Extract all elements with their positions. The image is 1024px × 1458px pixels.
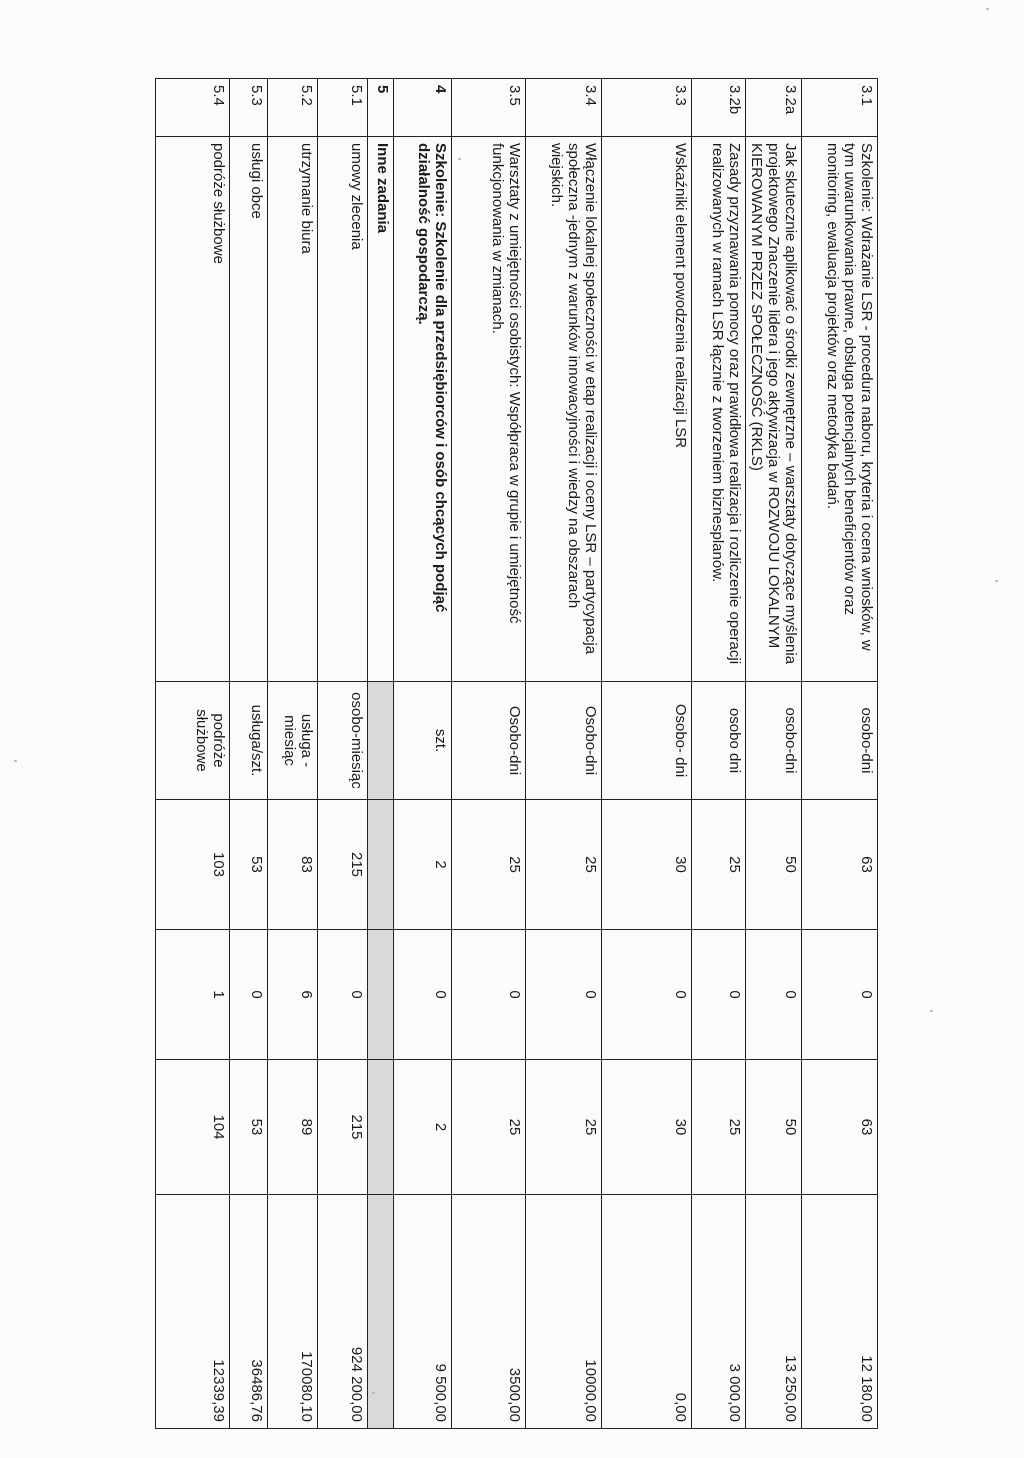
scan-speck: [930, 1010, 933, 1012]
row-planned: 63: [802, 800, 878, 930]
row-unit: podróże służbowe: [156, 682, 230, 800]
row-description: Włączenie lokalnej społeczności w etap realizacji i oceny LSR – partycypacja społeczna -jednym z warunków innowacyjności i wiedzy na obszarach wiejskich.: [526, 137, 602, 682]
row-total: 89: [268, 1060, 318, 1195]
row-planned: 30: [602, 800, 692, 930]
row-description: usługi obce: [230, 137, 268, 682]
table-row: [452, 79, 526, 1429]
row-description: Wskaźniki element powodzenia realizacji LSR: [602, 137, 692, 682]
scan-speck: [14, 760, 17, 762]
row-number: 3.4: [526, 79, 602, 137]
table-row: [318, 79, 368, 1429]
row-total: 215: [318, 1060, 368, 1195]
row-description: Szkolenie: Szkolenie dla przedsiębiorców i osób chcących podjąć działalność gospodarczą.: [394, 137, 452, 682]
row-description: Inne zadania: [368, 137, 394, 682]
row-description: Warsztaty z umiejętności osobistych: Współpraca w grupie i umiejętność funkcjonowania w zmianach.: [452, 137, 526, 682]
row-number: 3.2a: [746, 79, 802, 137]
row-total: 63: [802, 1060, 878, 1195]
row-cost: 0,00: [602, 1195, 692, 1429]
row-planned: [368, 800, 394, 930]
table-row: [156, 79, 230, 1429]
row-number: 3.3: [602, 79, 692, 137]
row-cost: 9 500,00: [394, 1195, 452, 1429]
row-cost: 12339,39: [156, 1195, 230, 1429]
row-cost: 12 180,00: [802, 1195, 878, 1429]
row-cost: 170080,10: [268, 1195, 318, 1429]
row-description: umowy zlecenia: [318, 137, 368, 682]
row-total: 50: [746, 1060, 802, 1195]
row-unit: usługa/szt.: [230, 682, 268, 800]
row-planned: 25: [526, 800, 602, 930]
row-number: 3.5: [452, 79, 526, 137]
row-planned: 103: [156, 800, 230, 930]
row-change: 1: [156, 930, 230, 1060]
row-planned: 2: [394, 800, 452, 930]
row-planned: 53: [230, 800, 268, 930]
scan-speck: [995, 580, 998, 582]
table-row: [230, 79, 268, 1429]
scan-speck: [986, 8, 989, 10]
row-cost: 3 000,00: [692, 1195, 746, 1429]
row-unit: usługa - miesiąc: [268, 682, 318, 800]
row-total: 2: [394, 1060, 452, 1195]
row-number: 3.2b: [692, 79, 746, 137]
row-unit: [368, 682, 394, 800]
table-row: [268, 79, 318, 1429]
row-change: 0: [802, 930, 878, 1060]
row-change: 0: [746, 930, 802, 1060]
row-description: Szkolenie: Wdrażanie LSR - procedura naboru, kryteria i ocena wniosków, w tym uwarunkowania prawne, obsługa potencjalnych beneficjentów oraz monitoring, ewaluacja projektów oraz metodyka badań.: [802, 137, 878, 682]
row-change: 0: [452, 930, 526, 1060]
row-planned: 50: [746, 800, 802, 930]
row-unit: osobo-dni: [746, 682, 802, 800]
row-change: 0: [230, 930, 268, 1060]
row-unit: Osobo- dni: [602, 682, 692, 800]
row-change: 6: [268, 930, 318, 1060]
table-row: [602, 79, 692, 1429]
row-cost: 13 250,00: [746, 1195, 802, 1429]
row-description: Zasady przyznawania pomocy oraz prawidłowa realizacja i rozliczenie operacji realizowanych w ramach LSR łącznie z tworzeniem biznesplanów.: [692, 137, 746, 682]
rotated-scan: [118, 78, 878, 1428]
row-planned: 25: [452, 800, 526, 930]
row-change: 0: [602, 930, 692, 1060]
row-total: 25: [692, 1060, 746, 1195]
table-row: [394, 79, 452, 1429]
row-number: 5.2: [268, 79, 318, 137]
row-unit: osobo-miesiąc: [318, 682, 368, 800]
row-description: Jak skutecznie aplikować o środki zewnętrzne – warsztaty dotyczące myślenia projektowego Znaczenie lidera i jego aktywizacja w ROZWOJU LOKALNYM KIEROWANYM PRZEZ SPOŁECZNOŚĆ (RKLS): [746, 137, 802, 682]
row-change: 0: [526, 930, 602, 1060]
row-total: 25: [452, 1060, 526, 1195]
row-cost: 10000,00: [526, 1195, 602, 1429]
table-row: [526, 79, 602, 1429]
row-planned: 83: [268, 800, 318, 930]
table-row: [746, 79, 802, 1429]
row-change: 0: [394, 930, 452, 1060]
row-change: [368, 930, 394, 1060]
row-cost: 924 200,00: [318, 1195, 368, 1429]
row-total: 25: [526, 1060, 602, 1195]
row-unit: Osobo-dni: [452, 682, 526, 800]
table-row: [802, 79, 878, 1429]
row-description: podróże służbowe: [156, 137, 230, 682]
row-number: 5: [368, 79, 394, 137]
row-unit: osobo dni: [692, 682, 746, 800]
row-number: 3.1: [802, 79, 878, 137]
row-total: 30: [602, 1060, 692, 1195]
table-row: [692, 79, 746, 1429]
row-number: 5.4: [156, 79, 230, 137]
row-cost: 3500,00: [452, 1195, 526, 1429]
row-total: 53: [230, 1060, 268, 1195]
row-unit: Osobo-dni: [526, 682, 602, 800]
row-change: 0: [692, 930, 746, 1060]
scan-speck: [372, 1392, 375, 1394]
row-planned: 25: [692, 800, 746, 930]
row-total: [368, 1060, 394, 1195]
table-row: [368, 79, 394, 1429]
scan-speck: [458, 158, 461, 160]
row-number: 5.1: [318, 79, 368, 137]
row-unit: szt.: [394, 682, 452, 800]
training-plan-table: [155, 78, 878, 1429]
row-number: 4: [394, 79, 452, 137]
row-number: 5.3: [230, 79, 268, 137]
row-cost: 36486,76: [230, 1195, 268, 1429]
row-total: 104: [156, 1060, 230, 1195]
row-change: 0: [318, 930, 368, 1060]
row-unit: osobo-dni: [802, 682, 878, 800]
row-description: utrzymanie biura: [268, 137, 318, 682]
row-planned: 215: [318, 800, 368, 930]
